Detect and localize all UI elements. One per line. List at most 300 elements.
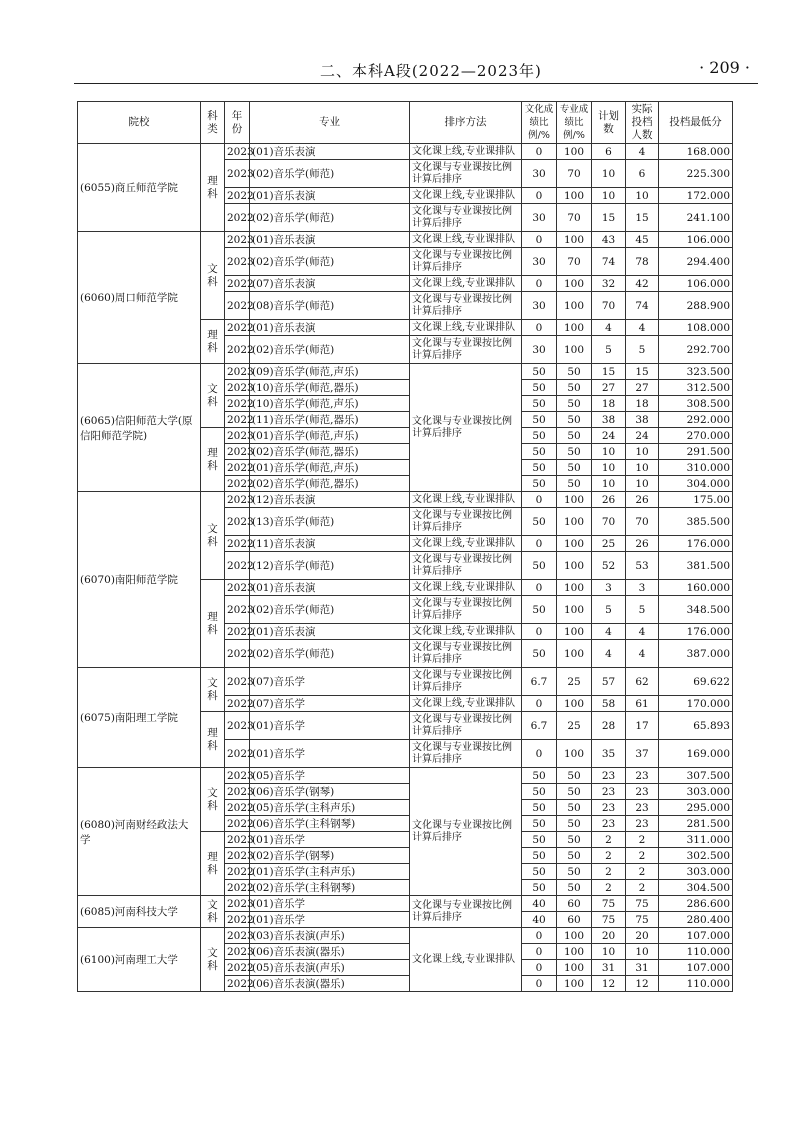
min-score-cell: 308.500 xyxy=(659,396,733,412)
actual-count-cell: 74 xyxy=(626,292,659,320)
culture-ratio-cell: 0 xyxy=(522,960,557,976)
major-cell: (02)音乐学(师范) xyxy=(250,248,410,276)
category-cell: 理科 xyxy=(201,320,225,364)
year-cell: 2022 xyxy=(225,476,250,492)
year-cell: 2022 xyxy=(225,552,250,580)
major-cell: (02)音乐学(师范) xyxy=(250,596,410,624)
min-score-cell: 304.000 xyxy=(659,476,733,492)
year-cell: 2022 xyxy=(225,880,250,896)
min-score-cell: 241.100 xyxy=(659,204,733,232)
method-cell: 文化课上线,专业课排队 xyxy=(410,276,522,292)
profession-ratio-cell: 100 xyxy=(557,276,592,292)
table-row xyxy=(78,144,733,160)
min-score-cell: 302.500 xyxy=(659,848,733,864)
profession-ratio-cell: 100 xyxy=(557,960,592,976)
profession-ratio-cell: 50 xyxy=(557,364,592,380)
actual-count-cell: 5 xyxy=(626,336,659,364)
major-cell: (02)音乐学(师范) xyxy=(250,640,410,668)
min-score-cell: 291.500 xyxy=(659,444,733,460)
min-score-cell: 108.000 xyxy=(659,320,733,336)
actual-count-cell: 10 xyxy=(626,444,659,460)
plan-count-cell: 10 xyxy=(592,944,626,960)
major-cell: (01)音乐表演 xyxy=(250,580,410,596)
actual-count-cell: 15 xyxy=(626,204,659,232)
method-cell: 文化课上线,专业课排队 xyxy=(410,232,522,248)
plan-count-cell: 5 xyxy=(592,596,626,624)
culture-ratio-cell: 0 xyxy=(522,144,557,160)
plan-count-cell: 4 xyxy=(592,640,626,668)
major-cell: (11)音乐学(师范,器乐) xyxy=(250,412,410,428)
year-cell: 2023 xyxy=(225,928,250,944)
plan-count-cell: 3 xyxy=(592,580,626,596)
year-cell: 2022 xyxy=(225,336,250,364)
major-cell: (06)音乐学(钢琴) xyxy=(250,784,410,800)
actual-count-cell: 4 xyxy=(626,320,659,336)
min-score-cell: 312.500 xyxy=(659,380,733,396)
plan-count-cell: 35 xyxy=(592,740,626,768)
culture-ratio-cell: 0 xyxy=(522,276,557,292)
method-cell: 文化课上线,专业课排队 xyxy=(410,696,522,712)
major-cell: (10)音乐学(师范,器乐) xyxy=(250,380,410,396)
plan-count-cell: 2 xyxy=(592,864,626,880)
col-header-actual: 实际投档人数 xyxy=(626,102,659,144)
profession-ratio-cell: 100 xyxy=(557,144,592,160)
culture-ratio-cell: 0 xyxy=(522,188,557,204)
min-score-cell: 303.000 xyxy=(659,864,733,880)
year-cell: 2022 xyxy=(225,276,250,292)
plan-count-cell: 74 xyxy=(592,248,626,276)
year-cell: 2023 xyxy=(225,784,250,800)
major-cell: (01)音乐表演 xyxy=(250,624,410,640)
min-score-cell: 307.500 xyxy=(659,768,733,784)
major-cell: (02)音乐学(师范) xyxy=(250,204,410,232)
year-cell: 2023 xyxy=(225,428,250,444)
col-header-plan: 计划数 xyxy=(592,102,626,144)
plan-count-cell: 58 xyxy=(592,696,626,712)
min-score-cell: 172.000 xyxy=(659,188,733,204)
plan-count-cell: 28 xyxy=(592,712,626,740)
min-score-cell: 170.000 xyxy=(659,696,733,712)
profession-ratio-cell: 100 xyxy=(557,292,592,320)
method-cell: 文化课与专业课按比例计算后排序 xyxy=(410,248,522,276)
col-header-min-score: 投档最低分 xyxy=(659,102,733,144)
table-body xyxy=(78,144,733,992)
year-cell: 2022 xyxy=(225,976,250,992)
year-cell: 2023 xyxy=(225,232,250,248)
table-header-row xyxy=(78,102,733,144)
min-score-cell: 280.400 xyxy=(659,912,733,928)
culture-ratio-cell: 50 xyxy=(522,396,557,412)
min-score-cell: 292.700 xyxy=(659,336,733,364)
culture-ratio-cell: 0 xyxy=(522,624,557,640)
plan-count-cell: 27 xyxy=(592,380,626,396)
min-score-cell: 110.000 xyxy=(659,944,733,960)
plan-count-cell: 70 xyxy=(592,292,626,320)
plan-count-cell: 15 xyxy=(592,204,626,232)
year-cell: 2022 xyxy=(225,740,250,768)
major-cell: (02)音乐学(师范) xyxy=(250,160,410,188)
culture-ratio-cell: 50 xyxy=(522,380,557,396)
actual-count-cell: 23 xyxy=(626,800,659,816)
profession-ratio-cell: 50 xyxy=(557,412,592,428)
method-cell: 文化课与专业课按比例计算后排序 xyxy=(410,668,522,696)
method-cell: 文化课与专业课按比例计算后排序 xyxy=(410,552,522,580)
actual-count-cell: 3 xyxy=(626,580,659,596)
year-cell: 2022 xyxy=(225,536,250,552)
plan-count-cell: 23 xyxy=(592,816,626,832)
method-cell: 文化课上线,专业课排队 xyxy=(410,624,522,640)
plan-count-cell: 25 xyxy=(592,536,626,552)
plan-count-cell: 10 xyxy=(592,460,626,476)
year-cell: 2023 xyxy=(225,248,250,276)
culture-ratio-cell: 0 xyxy=(522,944,557,960)
culture-ratio-cell: 50 xyxy=(522,428,557,444)
major-cell: (01)音乐表演 xyxy=(250,144,410,160)
culture-ratio-cell: 0 xyxy=(522,580,557,596)
table-row xyxy=(78,364,733,380)
min-score-cell: 288.900 xyxy=(659,292,733,320)
actual-count-cell: 2 xyxy=(626,848,659,864)
page-number: · 209 · xyxy=(699,58,750,77)
major-cell: (02)音乐学(师范,器乐) xyxy=(250,444,410,460)
year-cell: 2022 xyxy=(225,204,250,232)
year-cell: 2022 xyxy=(225,396,250,412)
method-cell: 文化课与专业课按比例计算后排序 xyxy=(410,204,522,232)
culture-ratio-cell: 0 xyxy=(522,928,557,944)
year-cell: 2023 xyxy=(225,896,250,912)
actual-count-cell: 12 xyxy=(626,976,659,992)
profession-ratio-cell: 50 xyxy=(557,784,592,800)
year-cell: 2022 xyxy=(225,800,250,816)
year-cell: 2023 xyxy=(225,712,250,740)
category-cell: 文科 xyxy=(201,928,225,992)
plan-count-cell: 2 xyxy=(592,880,626,896)
plan-count-cell: 23 xyxy=(592,800,626,816)
major-cell: (08)音乐学(师范) xyxy=(250,292,410,320)
plan-count-cell: 6 xyxy=(592,144,626,160)
profession-ratio-cell: 70 xyxy=(557,160,592,188)
actual-count-cell: 27 xyxy=(626,380,659,396)
profession-ratio-cell: 100 xyxy=(557,508,592,536)
profession-ratio-cell: 50 xyxy=(557,800,592,816)
year-cell: 2023 xyxy=(225,832,250,848)
major-cell: (12)音乐学(师范) xyxy=(250,552,410,580)
profession-ratio-cell: 25 xyxy=(557,712,592,740)
min-score-cell: 310.000 xyxy=(659,460,733,476)
table-row xyxy=(78,232,733,248)
plan-count-cell: 75 xyxy=(592,896,626,912)
table-row xyxy=(78,768,733,784)
year-cell: 2022 xyxy=(225,816,250,832)
culture-ratio-cell: 0 xyxy=(522,320,557,336)
min-score-cell: 107.000 xyxy=(659,928,733,944)
university-name: (6080)河南财经政法大学 xyxy=(78,768,201,896)
actual-count-cell: 78 xyxy=(626,248,659,276)
year-cell: 2022 xyxy=(225,696,250,712)
culture-ratio-cell: 0 xyxy=(522,740,557,768)
major-cell: (06)音乐表演(器乐) xyxy=(250,976,410,992)
profession-ratio-cell: 60 xyxy=(557,912,592,928)
major-cell: (01)音乐表演 xyxy=(250,232,410,248)
year-cell: 2023 xyxy=(225,768,250,784)
plan-count-cell: 52 xyxy=(592,552,626,580)
plan-count-cell: 24 xyxy=(592,428,626,444)
profession-ratio-cell: 60 xyxy=(557,896,592,912)
profession-ratio-cell: 50 xyxy=(557,444,592,460)
profession-ratio-cell: 50 xyxy=(557,460,592,476)
culture-ratio-cell: 50 xyxy=(522,768,557,784)
method-cell: 文化课与专业课按比例计算后排序 xyxy=(410,508,522,536)
profession-ratio-cell: 50 xyxy=(557,832,592,848)
culture-ratio-cell: 0 xyxy=(522,536,557,552)
university-name: (6085)河南科技大学 xyxy=(78,896,201,928)
culture-ratio-cell: 6.7 xyxy=(522,712,557,740)
method-cell: 文化课上线,专业课排队 xyxy=(410,492,522,508)
year-cell: 2022 xyxy=(225,912,250,928)
header-rule xyxy=(74,83,758,84)
profession-ratio-cell: 70 xyxy=(557,248,592,276)
culture-ratio-cell: 50 xyxy=(522,864,557,880)
major-cell: (06)音乐表演(器乐) xyxy=(250,944,410,960)
method-cell: 文化课与专业课按比例计算后排序 xyxy=(410,364,522,492)
min-score-cell: 295.000 xyxy=(659,800,733,816)
culture-ratio-cell: 50 xyxy=(522,784,557,800)
culture-ratio-cell: 40 xyxy=(522,896,557,912)
major-cell: (01)音乐学(主科声乐) xyxy=(250,864,410,880)
profession-ratio-cell: 50 xyxy=(557,768,592,784)
culture-ratio-cell: 30 xyxy=(522,204,557,232)
min-score-cell: 323.500 xyxy=(659,364,733,380)
min-score-cell: 168.000 xyxy=(659,144,733,160)
min-score-cell: 270.000 xyxy=(659,428,733,444)
actual-count-cell: 10 xyxy=(626,944,659,960)
year-cell: 2023 xyxy=(225,596,250,624)
min-score-cell: 387.000 xyxy=(659,640,733,668)
culture-ratio-cell: 50 xyxy=(522,364,557,380)
year-cell: 2023 xyxy=(225,364,250,380)
actual-count-cell: 62 xyxy=(626,668,659,696)
culture-ratio-cell: 50 xyxy=(522,508,557,536)
major-cell: (01)音乐学 xyxy=(250,896,410,912)
culture-ratio-cell: 50 xyxy=(522,412,557,428)
table-row xyxy=(78,896,733,912)
year-cell: 2023 xyxy=(225,508,250,536)
profession-ratio-cell: 50 xyxy=(557,848,592,864)
major-cell: (02)音乐学(主科钢琴) xyxy=(250,880,410,896)
plan-count-cell: 20 xyxy=(592,928,626,944)
profession-ratio-cell: 70 xyxy=(557,204,592,232)
actual-count-cell: 10 xyxy=(626,460,659,476)
table-row xyxy=(78,928,733,944)
profession-ratio-cell: 100 xyxy=(557,536,592,552)
min-score-cell: 176.000 xyxy=(659,624,733,640)
profession-ratio-cell: 100 xyxy=(557,944,592,960)
profession-ratio-cell: 100 xyxy=(557,640,592,668)
culture-ratio-cell: 50 xyxy=(522,552,557,580)
profession-ratio-cell: 100 xyxy=(557,232,592,248)
university-name: (6100)河南理工大学 xyxy=(78,928,201,992)
culture-ratio-cell: 0 xyxy=(522,696,557,712)
col-header-university: 院校 xyxy=(78,102,201,144)
category-cell: 文科 xyxy=(201,492,225,580)
university-name: (6055)商丘师范学院 xyxy=(78,144,201,232)
min-score-cell: 381.500 xyxy=(659,552,733,580)
actual-count-cell: 38 xyxy=(626,412,659,428)
table-row xyxy=(78,492,733,508)
major-cell: (01)音乐学(师范,声乐) xyxy=(250,428,410,444)
major-cell: (01)音乐学(师范,声乐) xyxy=(250,460,410,476)
major-cell: (05)音乐学(主科声乐) xyxy=(250,800,410,816)
profession-ratio-cell: 25 xyxy=(557,668,592,696)
min-score-cell: 304.500 xyxy=(659,880,733,896)
method-cell: 文化课与专业课按比例计算后排序 xyxy=(410,336,522,364)
col-header-category: 科类 xyxy=(201,102,225,144)
actual-count-cell: 42 xyxy=(626,276,659,292)
plan-count-cell: 4 xyxy=(592,320,626,336)
table-row xyxy=(78,668,733,696)
actual-count-cell: 10 xyxy=(626,476,659,492)
plan-count-cell: 43 xyxy=(592,232,626,248)
min-score-cell: 106.000 xyxy=(659,232,733,248)
year-cell: 2022 xyxy=(225,292,250,320)
method-cell: 文化课与专业课按比例计算后排序 xyxy=(410,292,522,320)
category-cell: 文科 xyxy=(201,668,225,712)
min-score-cell: 65.893 xyxy=(659,712,733,740)
culture-ratio-cell: 30 xyxy=(522,336,557,364)
major-cell: (12)音乐表演 xyxy=(250,492,410,508)
culture-ratio-cell: 50 xyxy=(522,880,557,896)
col-header-major: 专业 xyxy=(250,102,410,144)
year-cell: 2023 xyxy=(225,944,250,960)
university-name: (6075)南阳理工学院 xyxy=(78,668,201,768)
actual-count-cell: 24 xyxy=(626,428,659,444)
major-cell: (10)音乐学(师范,声乐) xyxy=(250,396,410,412)
year-cell: 2023 xyxy=(225,444,250,460)
major-cell: (02)音乐学(师范) xyxy=(250,336,410,364)
plan-count-cell: 38 xyxy=(592,412,626,428)
university-name: (6060)周口师范学院 xyxy=(78,232,201,364)
major-cell: (05)音乐学 xyxy=(250,768,410,784)
culture-ratio-cell: 50 xyxy=(522,476,557,492)
min-score-cell: 69.622 xyxy=(659,668,733,696)
profession-ratio-cell: 50 xyxy=(557,816,592,832)
profession-ratio-cell: 50 xyxy=(557,428,592,444)
category-cell: 文科 xyxy=(201,364,225,428)
culture-ratio-cell: 40 xyxy=(522,912,557,928)
min-score-cell: 348.500 xyxy=(659,596,733,624)
year-cell: 2023 xyxy=(225,668,250,696)
profession-ratio-cell: 100 xyxy=(557,696,592,712)
actual-count-cell: 17 xyxy=(626,712,659,740)
profession-ratio-cell: 50 xyxy=(557,864,592,880)
actual-count-cell: 23 xyxy=(626,768,659,784)
actual-count-cell: 23 xyxy=(626,816,659,832)
min-score-cell: 385.500 xyxy=(659,508,733,536)
col-header-year: 年份 xyxy=(225,102,250,144)
min-score-cell: 286.600 xyxy=(659,896,733,912)
plan-count-cell: 32 xyxy=(592,276,626,292)
culture-ratio-cell: 30 xyxy=(522,292,557,320)
admission-table xyxy=(77,101,733,992)
major-cell: (02)音乐学(钢琴) xyxy=(250,848,410,864)
plan-count-cell: 12 xyxy=(592,976,626,992)
year-cell: 2022 xyxy=(225,960,250,976)
profession-ratio-cell: 100 xyxy=(557,928,592,944)
major-cell: (06)音乐学(主科钢琴) xyxy=(250,816,410,832)
major-cell: (11)音乐表演 xyxy=(250,536,410,552)
major-cell: (01)音乐表演 xyxy=(250,188,410,204)
min-score-cell: 281.500 xyxy=(659,816,733,832)
actual-count-cell: 18 xyxy=(626,396,659,412)
culture-ratio-cell: 0 xyxy=(522,232,557,248)
year-cell: 2023 xyxy=(225,144,250,160)
actual-count-cell: 20 xyxy=(626,928,659,944)
min-score-cell: 225.300 xyxy=(659,160,733,188)
major-cell: (07)音乐表演 xyxy=(250,276,410,292)
culture-ratio-cell: 30 xyxy=(522,160,557,188)
culture-ratio-cell: 0 xyxy=(522,492,557,508)
min-score-cell: 160.000 xyxy=(659,580,733,596)
actual-count-cell: 15 xyxy=(626,364,659,380)
plan-count-cell: 23 xyxy=(592,784,626,800)
plan-count-cell: 57 xyxy=(592,668,626,696)
profession-ratio-cell: 50 xyxy=(557,380,592,396)
actual-count-cell: 2 xyxy=(626,832,659,848)
method-cell: 文化课上线,专业课排队 xyxy=(410,188,522,204)
min-score-cell: 106.000 xyxy=(659,276,733,292)
actual-count-cell: 6 xyxy=(626,160,659,188)
col-header-profession-ratio: 专业成绩比例/% xyxy=(557,102,592,144)
actual-count-cell: 4 xyxy=(626,624,659,640)
culture-ratio-cell: 50 xyxy=(522,444,557,460)
year-cell: 2022 xyxy=(225,412,250,428)
actual-count-cell: 10 xyxy=(626,188,659,204)
min-score-cell: 169.000 xyxy=(659,740,733,768)
plan-count-cell: 2 xyxy=(592,848,626,864)
profession-ratio-cell: 50 xyxy=(557,476,592,492)
method-cell: 文化课上线,专业课排队 xyxy=(410,144,522,160)
category-cell: 文科 xyxy=(201,768,225,832)
actual-count-cell: 31 xyxy=(626,960,659,976)
plan-count-cell: 31 xyxy=(592,960,626,976)
profession-ratio-cell: 100 xyxy=(557,320,592,336)
culture-ratio-cell: 50 xyxy=(522,816,557,832)
actual-count-cell: 4 xyxy=(626,144,659,160)
method-cell: 文化课与专业课按比例计算后排序 xyxy=(410,712,522,740)
plan-count-cell: 70 xyxy=(592,508,626,536)
major-cell: (13)音乐学(师范) xyxy=(250,508,410,536)
year-cell: 2022 xyxy=(225,320,250,336)
major-cell: (07)音乐学 xyxy=(250,668,410,696)
culture-ratio-cell: 50 xyxy=(522,640,557,668)
profession-ratio-cell: 100 xyxy=(557,596,592,624)
method-cell: 文化课与专业课按比例计算后排序 xyxy=(410,160,522,188)
actual-count-cell: 53 xyxy=(626,552,659,580)
actual-count-cell: 26 xyxy=(626,492,659,508)
method-cell: 文化课上线,专业课排队 xyxy=(410,580,522,596)
plan-count-cell: 10 xyxy=(592,188,626,204)
university-name: (6065)信阳师范大学(原信阳师范学院) xyxy=(78,364,201,492)
major-cell: (01)音乐学 xyxy=(250,740,410,768)
profession-ratio-cell: 100 xyxy=(557,336,592,364)
category-cell: 文科 xyxy=(201,896,225,928)
major-cell: (03)音乐表演(声乐) xyxy=(250,928,410,944)
min-score-cell: 175.00 xyxy=(659,492,733,508)
min-score-cell: 107.000 xyxy=(659,960,733,976)
profession-ratio-cell: 50 xyxy=(557,880,592,896)
min-score-cell: 294.400 xyxy=(659,248,733,276)
plan-count-cell: 10 xyxy=(592,476,626,492)
